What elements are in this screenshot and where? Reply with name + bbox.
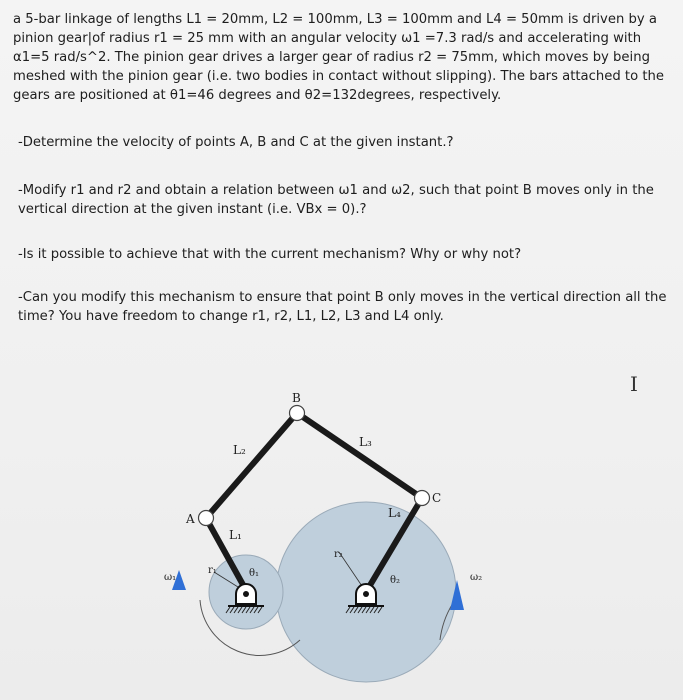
label-A: A (186, 512, 195, 526)
label-B: B (292, 391, 301, 405)
joint-C (415, 491, 430, 506)
bar-L3 (297, 413, 422, 498)
label-theta2: θ₂ (390, 575, 401, 586)
problem-intro: a 5-bar linkage of lengths L1 = 20mm, L2 = 100mm, L3 = 100mm and L4 = 50mm is driven by a pinion gear|of radius r1 = 25 mm with an angular velocity ω1 =7.3 rad/s and accelerating with α1=5 rad/s^2. The pinion gear drives a larger gear of radius r2 = 75mm, which moves by being meshed with the pinion gear (i.e. two bodies in contact without slipping). The bars attached to the gears are positioned at θ1=46 degrees and θ2=132degrees, respectively. (13, 12, 664, 103)
label-L3: L₃ (359, 435, 372, 449)
label-theta1: θ₁ (249, 568, 260, 579)
question-1: -Determine the velocity of points A, B and C at the given instant.? (18, 135, 454, 150)
joint-B (290, 406, 305, 421)
i-beam-cursor-icon: I (630, 372, 638, 396)
label-omega1: ω₁ (164, 572, 177, 583)
label-r2: r₂ (334, 549, 343, 560)
label-omega2: ω₂ (470, 572, 483, 583)
bar-L2 (206, 413, 297, 518)
label-L1: L₁ (229, 528, 242, 542)
label-r1: r₁ (208, 565, 217, 576)
label-L2: L₂ (233, 443, 246, 457)
question-4: -Can you modify this mechanism to ensure that point B only moves in the vertical direction all the time? You have freedom to change r1, r2, L1, L2, L3 and L4 only. (18, 290, 667, 324)
question-2: -Modify r1 and r2 and obtain a relation between ω1 and ω2, such that point B moves only in the vertical direction at the given instant (i.e. VBx = 0).? (18, 183, 654, 217)
joint-A (199, 511, 214, 526)
question-3: -Is it possible to achieve that with the current mechanism? Why or why not? (18, 247, 522, 262)
label-C: C (432, 491, 442, 505)
label-L4: L₄ (388, 506, 401, 520)
